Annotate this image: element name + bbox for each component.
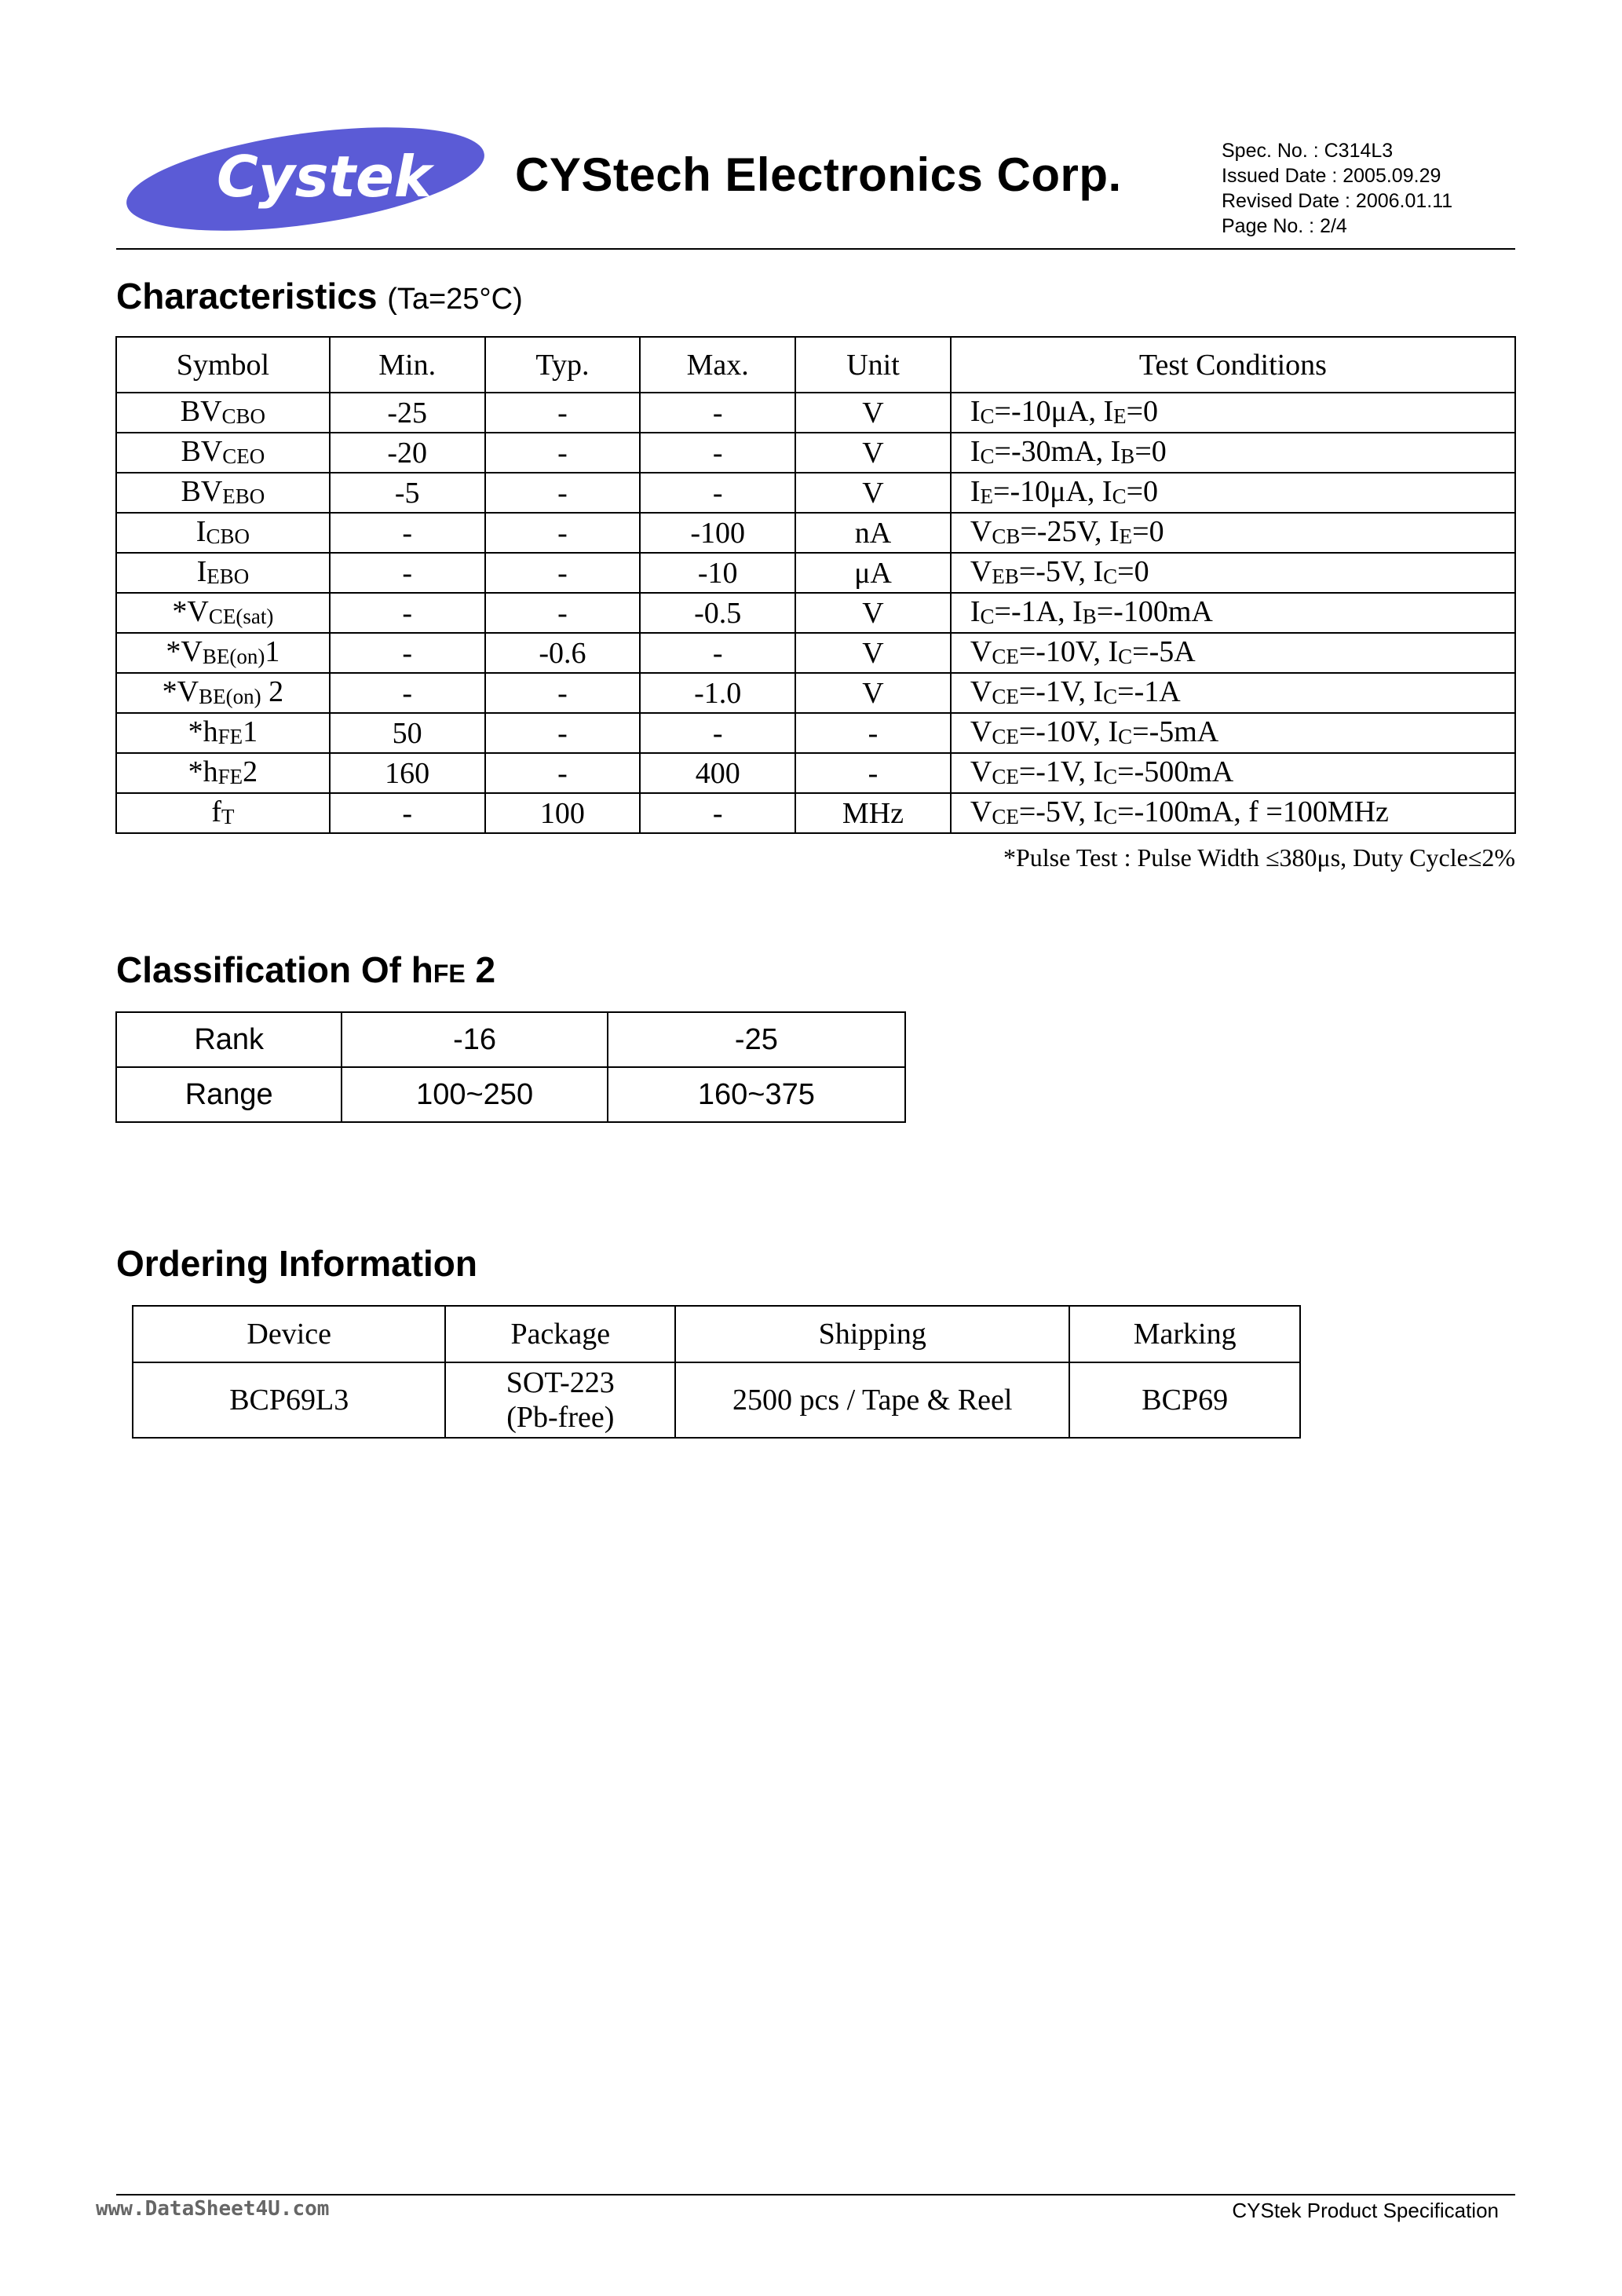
min-cell: -5 <box>330 473 485 513</box>
min-cell: - <box>330 633 485 673</box>
min-cell: 160 <box>330 753 485 793</box>
device-value: BCP69L3 <box>133 1362 445 1438</box>
classification-title <box>116 949 495 991</box>
test-condition-cell: $V_{CE}=-10V$, $I_C=-5mA$ <box>951 713 1515 753</box>
max-cell: - <box>640 633 795 673</box>
col-shipping: Shipping <box>675 1306 1069 1362</box>
test-condition-cell: $V_{CE}=-10V$, $I_C=-5A$ <box>951 633 1515 673</box>
page-no: Page No. : 2/4 <box>1222 215 1347 237</box>
package-line1: SOT-223 <box>506 1366 615 1399</box>
min-cell: -20 <box>330 433 485 473</box>
unit-cell: - <box>795 713 951 753</box>
test-condition-cell: $I_E=-10\mu A$, $I_C=0$ <box>951 473 1515 513</box>
max-cell: - <box>640 393 795 433</box>
spec-no: Spec. No. : C314L3 <box>1222 140 1394 162</box>
characteristics-title <box>116 275 523 317</box>
rank-label: Rank <box>116 1012 342 1067</box>
col-max: Max. <box>640 337 795 393</box>
unit-cell: V <box>795 633 951 673</box>
range-25: 160~375 <box>608 1067 905 1122</box>
revised-date: Revised Date : 2006.01.11 <box>1222 190 1453 212</box>
table-row <box>133 1362 1300 1438</box>
footer-rule <box>116 2194 1515 2195</box>
min-cell: - <box>330 593 485 633</box>
symbol-cell: $BV_{CBO}$ <box>116 393 330 433</box>
rank-16: -16 <box>342 1012 607 1067</box>
rank-25: -25 <box>608 1012 905 1067</box>
unit-cell: - <box>795 753 951 793</box>
max-cell: -10 <box>640 553 795 593</box>
test-condition-cell: $V_{CE}=-5V$, $I_C=-100mA$, f =100MHz <box>951 793 1515 833</box>
test-condition-cell: $I_C=-30mA$, $I_B=0$ <box>951 433 1515 473</box>
table-row <box>116 1067 905 1122</box>
col-test-conditions: Test Conditions <box>951 337 1515 393</box>
symbol-cell: $*h_{FE}1$ <box>116 713 330 753</box>
unit-cell: V <box>795 673 951 713</box>
unit-cell: V <box>795 473 951 513</box>
max-cell: - <box>640 473 795 513</box>
col-min: Min. <box>330 337 485 393</box>
range-16: 100~250 <box>342 1067 607 1122</box>
characteristics-body <box>116 393 1515 833</box>
ordering-table <box>132 1305 1301 1439</box>
col-symbol: Symbol <box>116 337 330 393</box>
max-cell: - <box>640 433 795 473</box>
typ-cell: 100 <box>485 793 641 833</box>
symbol-cell: $*h_{FE}2$ <box>116 753 330 793</box>
max-cell: -0.5 <box>640 593 795 633</box>
table-row <box>116 393 1515 433</box>
unit-cell: μA <box>795 553 951 593</box>
symbol-cell: $I_{CBO}$ <box>116 513 330 553</box>
table-row <box>116 473 1515 513</box>
typ-cell: - <box>485 513 641 553</box>
company-name: CYStech Electronics Corp. <box>515 148 1122 201</box>
classification-title-sub: FE <box>433 960 466 988</box>
pulse-test-note: *Pulse Test : Pulse Width ≤380μs, Duty Cycle≤2% <box>1003 843 1515 872</box>
test-condition-cell: $V_{CE}=-1V$, $I_C=-500mA$ <box>951 753 1515 793</box>
min-cell: 50 <box>330 713 485 753</box>
marking-value: BCP69 <box>1069 1362 1300 1438</box>
typ-cell: - <box>485 593 641 633</box>
min-cell: - <box>330 793 485 833</box>
test-condition-cell: $I_C=-10\mu A$, $I_E=0$ <box>951 393 1515 433</box>
package-value <box>445 1362 675 1438</box>
issued-date: Issued Date : 2005.09.29 <box>1222 165 1441 187</box>
test-condition-cell: $I_C=-1A$, $I_B=-100mA$ <box>951 593 1515 633</box>
characteristics-title-suffix: (Ta=25°C) <box>387 283 523 316</box>
min-cell: - <box>330 673 485 713</box>
unit-cell: MHz <box>795 793 951 833</box>
characteristics-title-text: Characteristics <box>116 276 378 316</box>
unit-cell: V <box>795 433 951 473</box>
min-cell: - <box>330 513 485 553</box>
col-device: Device <box>133 1306 445 1362</box>
unit-cell: V <box>795 593 951 633</box>
typ-cell: - <box>485 473 641 513</box>
symbol-cell: $f_T$ <box>116 793 330 833</box>
typ-cell: - <box>485 393 641 433</box>
typ-cell: - <box>485 433 641 473</box>
table-row <box>116 593 1515 633</box>
symbol-cell: $*V_{BE(on)}$ 2 <box>116 673 330 713</box>
table-row <box>116 553 1515 593</box>
table-row <box>116 753 1515 793</box>
ordering-title: Ordering Information <box>116 1243 477 1284</box>
min-cell: - <box>330 553 485 593</box>
table-row <box>116 713 1515 753</box>
table-header-row <box>116 337 1515 393</box>
table-row <box>116 513 1515 553</box>
typ-cell: - <box>485 673 641 713</box>
footer-label: CYStek Product Specification <box>1232 2199 1499 2222</box>
test-condition-cell: $V_{CB}=-25V$, $I_E=0$ <box>951 513 1515 553</box>
characteristics-table <box>115 336 1516 834</box>
range-label: Range <box>116 1067 342 1122</box>
symbol-cell: $I_{EBO}$ <box>116 553 330 593</box>
header-rule <box>116 248 1515 250</box>
max-cell: 400 <box>640 753 795 793</box>
typ-cell: - <box>485 753 641 793</box>
max-cell: - <box>640 793 795 833</box>
test-condition-cell: $V_{EB}=-5V$, $I_C=0$ <box>951 553 1515 593</box>
typ-cell: - <box>485 553 641 593</box>
footer-watermark: www.DataSheet4U.com <box>96 2197 330 2221</box>
table-row <box>116 433 1515 473</box>
typ-cell: - <box>485 713 641 753</box>
cystek-logo <box>124 127 487 231</box>
col-package: Package <box>445 1306 675 1362</box>
col-typ: Typ. <box>485 337 641 393</box>
col-unit: Unit <box>795 337 951 393</box>
classification-title-pre: Classification Of h <box>116 949 433 990</box>
table-row <box>116 793 1515 833</box>
package-line2: (Pb-free) <box>506 1401 615 1434</box>
symbol-cell: $BV_{CEO}$ <box>116 433 330 473</box>
symbol-cell: $BV_{EBO}$ <box>116 473 330 513</box>
unit-cell: nA <box>795 513 951 553</box>
classification-title-post: 2 <box>465 949 496 990</box>
unit-cell: V <box>795 393 951 433</box>
table-header-row <box>133 1306 1300 1362</box>
test-condition-cell: $V_{CE}=-1V$, $I_C=-1A$ <box>951 673 1515 713</box>
classification-table <box>115 1011 906 1123</box>
min-cell: -25 <box>330 393 485 433</box>
symbol-cell: $*V_{CE(sat)}$ <box>116 593 330 633</box>
table-row <box>116 1012 905 1067</box>
spec-info <box>1222 138 1452 239</box>
max-cell: - <box>640 713 795 753</box>
logo-text: Cystek <box>217 144 432 210</box>
shipping-value: 2500 pcs / Tape & Reel <box>675 1362 1069 1438</box>
col-marking: Marking <box>1069 1306 1300 1362</box>
max-cell: -100 <box>640 513 795 553</box>
max-cell: -1.0 <box>640 673 795 713</box>
typ-cell: -0.6 <box>485 633 641 673</box>
table-row <box>116 633 1515 673</box>
table-row <box>116 673 1515 713</box>
symbol-cell: $*V_{BE(on)}1$ <box>116 633 330 673</box>
